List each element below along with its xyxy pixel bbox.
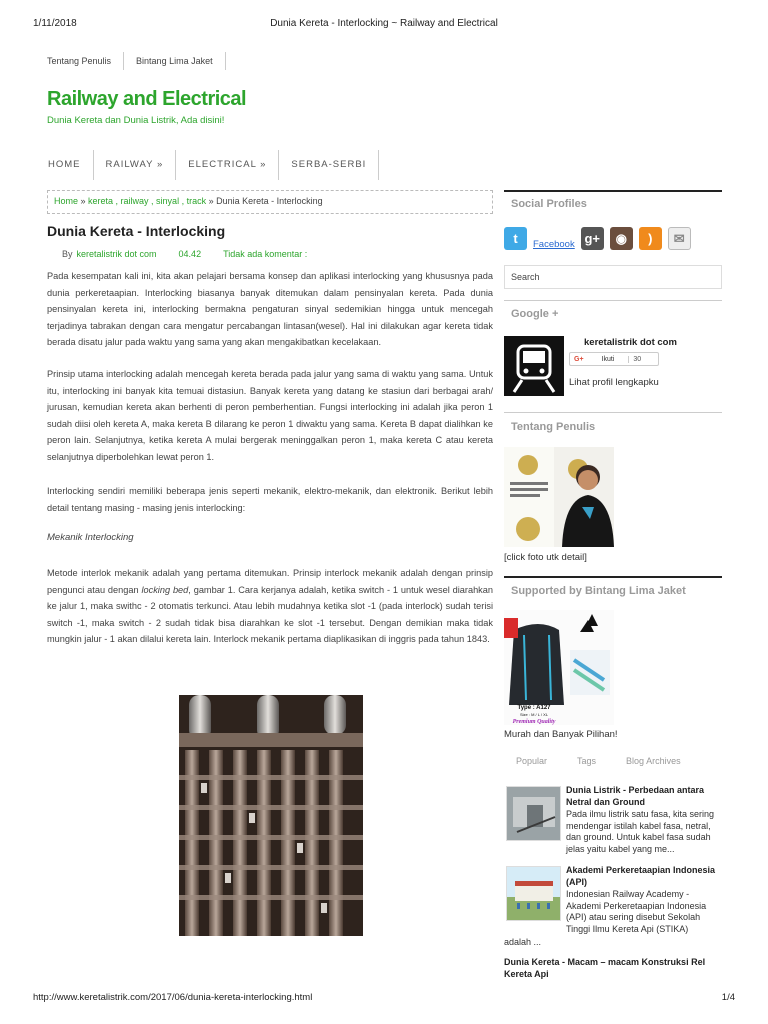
post-subheading: Mekanik Interlocking: [47, 532, 134, 543]
print-page-title: Dunia Kereta - Interlocking ~ Railway and Electrical: [270, 18, 498, 29]
breadcrumb-separator: »: [78, 196, 89, 206]
popular-post-snippet: Pada ilmu listrik satu fasa, kita sering mendengar istilah kabel fasa, netral, dan ground. Untuk kabel fasa sudah jelas yaitu kabel yang me...: [566, 809, 715, 854]
post-time-link[interactable]: 04.42: [178, 249, 202, 259]
avatar[interactable]: [504, 336, 564, 396]
sidebar-divider: [504, 190, 722, 192]
sponsor-quality-label: Premium Quality: [512, 719, 556, 725]
locking-frame-photo: [179, 695, 363, 936]
gplus-profile-name[interactable]: keretalistrik dot com: [584, 337, 677, 348]
jacket-ad-image[interactable]: [504, 610, 614, 725]
post-title: Dunia Kereta - Interlocking: [47, 223, 226, 239]
sidebar-tabs: [516, 756, 681, 766]
post-author-link[interactable]: keretalistrik dot com: [76, 249, 157, 259]
tab-tags[interactable]: Tags: [577, 756, 597, 766]
breadcrumb-separator: »: [206, 196, 217, 206]
post-italic-term: locking bed: [141, 584, 189, 595]
mail-icon[interactable]: ✉: [668, 227, 691, 250]
popular-post-snippet: Indonesian Railway Academy - Akademi Perkeretaapian Indonesia (API) atau sering disebut Sekolah Tinggi Ilmu Kereta Api (STIKA): [566, 889, 707, 934]
print-url: http://www.keretalistrik.com/2017/06/dunia-kereta-interlocking.html: [33, 992, 313, 1003]
print-page-number: 1/4: [721, 992, 735, 1003]
sponsor-heading: Supported by Bintang Lima Jaket: [511, 585, 686, 597]
sponsor-type-label: Type : A127: [517, 705, 551, 711]
menu-item-home[interactable]: HOME: [40, 150, 94, 180]
breadcrumb: [47, 190, 493, 214]
sponsor-caption: Murah dan Banyak Pilihan!: [504, 729, 618, 740]
rss-icon[interactable]: ): [639, 227, 662, 250]
author-heading: Tentang Penulis: [511, 421, 596, 433]
tab-blog-archives[interactable]: Blog Archives: [626, 756, 681, 766]
post-paragraph: Prinsip utama interlocking adalah mencegah kereta berada pada jalur yang sama di waktu yang sama. Untuk itu, interlocking ini banyak kita temuai distasiun. Banyak kereta yang datang ke stasiun dari berbagai arah/ jurusan, kemudian kereta akan berhenti di peron pemberhentian. Fungsi interlocking ini adalah jika peron 1 sudah diisi oleh kereta A, maka kereta B dilarang ke peron 1 diwaktu yang sama. Kereta B dapat dialihkan ke peron lain. Selanjutnya, ketika kereta A mulai bergerak meninggalkan peron 1, maka kereta C atau kereta selanjutnya diperbolehkan lewat peron 1.: [47, 369, 493, 462]
post-paragraph: Pada kesempatan kali ini, kita akan pelajari bersama konsep dan aplikasi interlocking yang khususnya pada dunia perkeretaapian. Interlocking biasanya banyak ditemukan dalam pensinyalan kereta. Pada dunia pensinyalan kereta ini, interlocking bermakna pengaturan sinyal sedemikian hingga untuk mencegah terjadinya tabrakan dengan cara mengatur percabangan lintasan(wesel). Hal ini dilakukan agar kereta tidak berada disatu jalur pada waktu yang sama yang akan mengakibatkan kecelakaan.: [47, 271, 493, 348]
twitter-icon[interactable]: t: [504, 227, 527, 250]
breadcrumb-home[interactable]: Home: [54, 196, 79, 206]
follow-label: Ikuti: [601, 355, 615, 363]
post-meta: [62, 249, 307, 259]
top-link-bintang-lima-jaket[interactable]: Bintang Lima Jaket: [124, 52, 226, 70]
follow-button[interactable]: [569, 352, 659, 366]
site-description: Dunia Kereta dan Dunia Listrik, Ada disini!: [47, 115, 225, 126]
author-caption[interactable]: [click foto utk detail]: [504, 552, 587, 563]
breadcrumb-current: Dunia Kereta - Interlocking: [216, 196, 323, 206]
menu-item-serba-serbi[interactable]: SERBA-SERBI: [279, 150, 379, 180]
facebook-icon[interactable]: Facebook: [533, 239, 575, 250]
site-title[interactable]: Railway and Electrical: [47, 88, 247, 110]
top-pages-nav: [35, 52, 226, 70]
follower-count: 30: [628, 356, 645, 363]
print-date: 1/11/2018: [33, 18, 77, 29]
view-profile-link[interactable]: Lihat profil lengkapku: [569, 377, 659, 388]
popular-post-thumb[interactable]: [506, 866, 561, 921]
post-comments-link[interactable]: Tidak ada komentar :: [223, 249, 308, 259]
social-profiles-heading: Social Profiles: [511, 198, 587, 210]
popular-post-thumb[interactable]: [506, 786, 561, 841]
popular-post-snippet-cont: adalah ...: [504, 937, 542, 947]
popular-post-title[interactable]: Akademi Perkeretaapian Indonesia (API): [566, 865, 716, 887]
menu-item-electrical[interactable]: ELECTRICAL »: [176, 150, 279, 180]
post-by: By: [62, 249, 73, 259]
sidebar-divider: [504, 300, 722, 301]
author-photo[interactable]: [504, 447, 614, 547]
social-icons: [504, 227, 691, 250]
post-paragraph: Interlocking sendiri memiliki beberapa jenis seperti mekanik, elektro-mekanik, dan elektronik. Berikut lebih detail tentang masing - masing jenis interlocking:: [47, 486, 493, 513]
google-plus-heading: Google +: [511, 308, 559, 320]
popular-post-title[interactable]: Dunia Kereta - Macam – macam Konstruksi Rel Kereta Api: [504, 957, 706, 979]
sidebar-divider: [504, 412, 722, 413]
google-plus-icon[interactable]: g+: [581, 227, 604, 250]
top-link-tentang-penulis[interactable]: Tentang Penulis: [35, 52, 124, 70]
main-menu: [40, 150, 379, 180]
instagram-icon[interactable]: ◉: [610, 227, 633, 250]
popular-post-title[interactable]: Dunia Listrik - Perbedaan antara Netral dan Ground: [566, 785, 705, 807]
google-plus-icon: G+: [574, 355, 584, 363]
tab-popular[interactable]: Popular: [516, 756, 548, 766]
sidebar-divider: [504, 576, 722, 578]
post-paragraph: Metode interlok mekanik adalah yang pertama ditemukan. Prinsip interlock mekanik adalah dengan prinsip pengunci atau dengan locking bed, gambar 1. Cara kerjanya adalah, ketika switch - 1 untuk wesel diarahkan ke jalur 1, maka swithc - 2 otomatis terkunci. Atau lebih mudahnya ketika slot -1 (pada interlock) sudah terisi switch -1, maka switch - 2 sudah tidak bisa diarahkan ke slot -1 tersebut. Dengan demikian maka tidak mungkin jalur - 1 akan dilalui kereta lain. Interlock mekanik pertama diaplikasikan di inggris pada tahun 1843.: [47, 568, 493, 645]
search-input[interactable]: Search: [504, 265, 722, 289]
sponsor-size-label: Size : M / L / XL: [519, 712, 549, 717]
breadcrumb-categories[interactable]: kereta , railway , sinyal , track: [88, 196, 207, 206]
menu-item-railway[interactable]: RAILWAY »: [94, 150, 177, 180]
